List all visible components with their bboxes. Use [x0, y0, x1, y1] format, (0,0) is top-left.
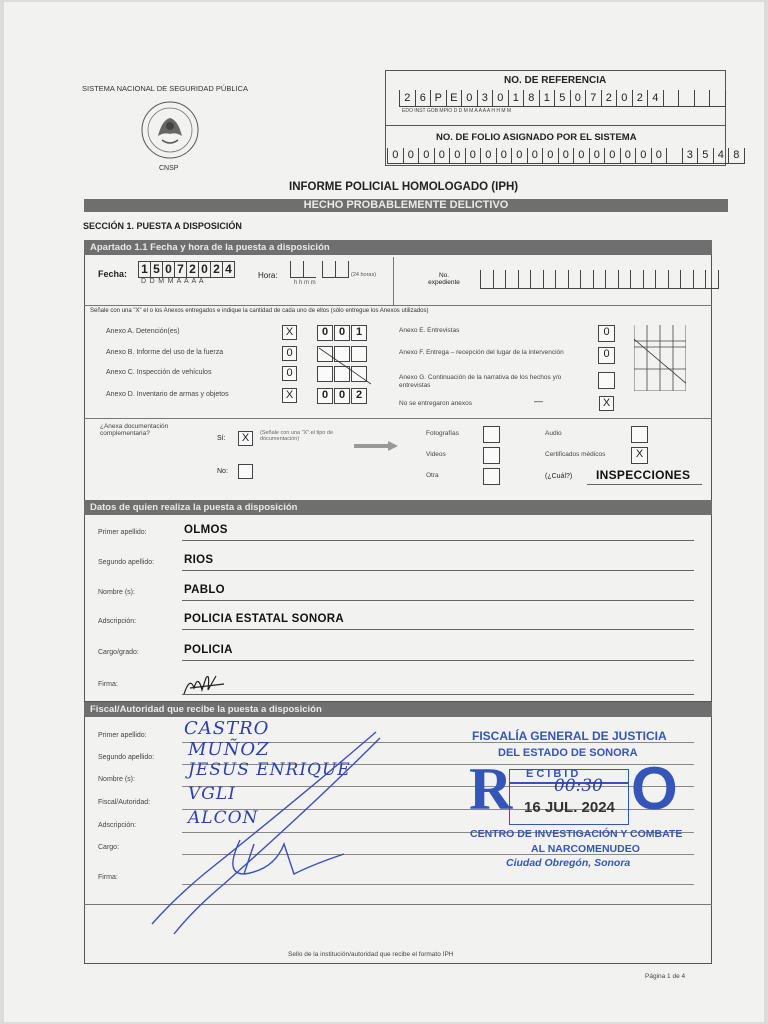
fecha-digit: 0: [198, 261, 210, 278]
handwritten-entry: VGLI: [188, 784, 236, 804]
digit-cell: 5: [554, 90, 570, 107]
annex-label: Anexo D. Inventario de armas y objetos: [106, 391, 229, 398]
expediente-digit[interactable]: [643, 270, 656, 289]
annex-right-count-grid: [634, 325, 686, 391]
no-label: No:: [217, 468, 228, 475]
doc-type-checkbox[interactable]: [483, 447, 500, 464]
digit-cell: 0: [542, 148, 558, 164]
si-hint: (Señale con una "X" el tipo de documentación): [260, 430, 334, 442]
fiscal-label: Segundo apellido:: [98, 754, 155, 761]
hora-digit[interactable]: [322, 261, 335, 278]
digit-cell: 0: [449, 148, 465, 164]
digit-cell: 5: [697, 148, 713, 164]
annex-count-cell: 2: [351, 388, 367, 404]
cual-underline: [587, 484, 702, 485]
field-underline: [182, 660, 694, 661]
annex-checkbox[interactable]: 0: [598, 347, 615, 364]
reference-title: NO. DE REFERENCIA: [504, 75, 607, 86]
annex-count-cell: 0: [334, 325, 350, 341]
page-number: Página 1 de 4: [645, 973, 686, 980]
fiscal-label: Firma:: [98, 874, 118, 881]
digit-cell: 0: [465, 148, 481, 164]
expediente-digit[interactable]: [618, 270, 631, 289]
field-label: Segundo apellido:: [98, 559, 155, 566]
digit-cell: 0: [480, 148, 496, 164]
digit-cell: [663, 90, 679, 107]
annex-label: Anexo A. Detención(es): [106, 328, 180, 335]
annex-label: Anexo B. Informe del uso de la fuerza: [106, 349, 224, 356]
doc-type-checkbox[interactable]: X: [631, 447, 648, 464]
annex-checkbox[interactable]: X: [282, 388, 297, 403]
digit-cell: 0: [461, 90, 477, 107]
expediente-digit[interactable]: [605, 270, 618, 289]
fiscal-signature-mark: [144, 724, 404, 944]
doc-type-checkbox[interactable]: [483, 426, 500, 443]
field-value: PABLO: [184, 584, 225, 596]
fiscal-label: Nombre (s):: [98, 776, 135, 783]
stamp-date: 16 JUL. 2024: [524, 799, 615, 816]
expediente-digit[interactable]: [693, 270, 706, 289]
handwritten-entry: CASTRO: [184, 718, 270, 739]
mexico-coat-of-arms-icon: [140, 100, 200, 160]
digit-cell: 8: [728, 148, 745, 164]
expediente-digit[interactable]: [493, 270, 506, 289]
digit-cell: 0: [387, 148, 403, 164]
stamp-big-left: R: [469, 756, 513, 822]
folio-number: [387, 148, 745, 164]
expediente-digit[interactable]: [518, 270, 531, 289]
expediente-digit[interactable]: [655, 270, 668, 289]
digit-cell: 1: [508, 90, 524, 107]
expediente-field[interactable]: [480, 270, 719, 289]
annex-count-cell: 0: [317, 388, 333, 404]
no-annexes-label: No se entregaron anexos: [399, 400, 472, 407]
fecha-label: Fecha:: [98, 269, 128, 279]
digit-cell: 0: [616, 90, 632, 107]
doc-type-label: Audio: [545, 430, 562, 437]
digit-cell: 4: [647, 90, 663, 107]
field-value: OLMOS: [184, 524, 228, 536]
annex-checkbox[interactable]: 0: [598, 325, 615, 342]
stamp-line2: DEL ESTADO DE SONORA: [498, 747, 638, 759]
fiscal-label: Primer apellido:: [98, 732, 147, 739]
field-value: POLICIA ESTATAL SONORA: [184, 613, 344, 625]
footer-seal-caption: Sello de la institución/autoridad que recibe el formato IPH: [288, 951, 454, 958]
firma-label: Firma:: [98, 681, 118, 688]
stamp-line4: AL NARCOMENUDEO: [531, 843, 640, 855]
expediente-digit[interactable]: [543, 270, 556, 289]
annex-checkbox[interactable]: 0: [282, 346, 297, 361]
row-divider: [84, 305, 712, 306]
annex-instruction: Señale con una "X" el o los Anexos entregados e indique la cantidad de cada uno de ellos (sólo entregue los Anexos utilizados): [90, 308, 429, 314]
no-annexes-dash: —: [534, 396, 543, 406]
fecha-digit: 1: [138, 261, 150, 278]
digit-cell: 0: [418, 148, 434, 164]
field-value: RIOS: [184, 554, 214, 566]
annex-label: Anexo G. Continuación de la narrativa de los hechos y/o entrevistas: [399, 374, 562, 389]
signature-mark: [180, 670, 230, 705]
doc-type-checkbox[interactable]: [483, 468, 500, 485]
digit-cell: 0: [527, 148, 543, 164]
annex-checkbox[interactable]: [598, 372, 615, 389]
hora-format: (24 horas): [351, 272, 377, 278]
digit-cell: 0: [635, 148, 651, 164]
field-label: Adscripción:: [98, 618, 137, 625]
digit-cell: 0: [492, 90, 508, 107]
digit-cell: 2: [632, 90, 648, 107]
field-underline: [182, 629, 694, 630]
si-checkbox[interactable]: X: [238, 431, 253, 446]
field-label: Nombre (s):: [98, 589, 135, 596]
expediente-digit[interactable]: [480, 270, 493, 289]
fecha-digit: 2: [210, 261, 222, 278]
field-value: POLICIA: [184, 644, 233, 656]
expediente-digit[interactable]: [705, 270, 719, 289]
no-annexes-checkbox[interactable]: X: [599, 396, 614, 411]
hora-field: [290, 261, 349, 278]
stamp-line5: Ciudad Obregón, Sonora: [506, 857, 631, 869]
field-underline: [182, 600, 694, 601]
docs-question: ¿Anexa documentación complementaria?: [100, 423, 169, 437]
field-label: Cargo/grado:: [98, 649, 139, 656]
digit-cell: 0: [434, 148, 450, 164]
digit-cell: 3: [682, 148, 698, 164]
hora-digit[interactable]: [303, 261, 316, 278]
apartado-title: Apartado 1.1 Fecha y hora de la puesta a disposición: [84, 240, 712, 255]
doc-type-label: Fotografías: [426, 430, 459, 437]
digit-cell: 0: [573, 148, 589, 164]
digit-cell: 2: [601, 90, 617, 107]
annex-label: Anexo F. Entrega – recepción del lugar de la intervención: [399, 349, 564, 356]
digit-cell: 0: [651, 148, 667, 164]
field-underline: [182, 570, 694, 571]
firma-line: [182, 694, 694, 695]
datos-title: Datos de quien realiza la puesta a disposición: [84, 500, 712, 515]
digit-cell: 4: [713, 148, 729, 164]
reference-sublabels: EDO INST GOB MPIO D D M M A A A A H H M M: [402, 108, 512, 114]
expediente-digit[interactable]: [530, 270, 543, 289]
stamp-time: 00:30: [554, 776, 603, 796]
digit-cell: 0: [620, 148, 636, 164]
digit-cell: [694, 90, 710, 107]
annex-count-cell: 0: [317, 325, 333, 341]
digit-cell: P: [430, 90, 446, 107]
digit-cell: 0: [511, 148, 527, 164]
stamp-line3: CENTRO DE INVESTIGACIÓN Y COMBATE: [470, 828, 683, 840]
handwritten-entry: ALCON: [188, 808, 259, 828]
document-title: INFORME POLICIAL HOMOLOGADO (IPH): [289, 181, 519, 193]
digit-cell: 0: [558, 148, 574, 164]
no-checkbox[interactable]: [238, 464, 253, 479]
reference-number: [399, 90, 726, 107]
expediente-digit[interactable]: [555, 270, 568, 289]
org-name: SISTEMA NACIONAL DE SEGURIDAD PÚBLICA: [82, 84, 249, 93]
expediente-digit[interactable]: [505, 270, 518, 289]
annex-label: Anexo E. Entrevistas: [399, 327, 460, 334]
digit-cell: 1: [539, 90, 555, 107]
document-page: [4, 2, 764, 1022]
stamp-big-right: O: [631, 755, 678, 822]
digit-cell: 0: [570, 90, 586, 107]
cancel-slash-mark: [317, 346, 373, 386]
doc-type-label: Certificados médicos: [545, 451, 606, 458]
digit-cell: 3: [477, 90, 493, 107]
stamp-line1: FISCALÍA GENERAL DE JUSTICIA: [472, 729, 667, 743]
fiscal-label: Cargo:: [98, 844, 120, 851]
seal-caption: CNSP: [159, 165, 179, 172]
doc-type-label: Otra: [426, 472, 439, 479]
fecha-sublabel: D D M M A A A A: [141, 278, 205, 285]
hora-digit[interactable]: [290, 261, 303, 278]
stamp-recibido: ECIBID: [526, 768, 582, 780]
annex-checkbox[interactable]: 0: [282, 366, 297, 381]
fiscal-label: Fiscal/Autoridad:: [98, 799, 151, 806]
digit-cell: 0: [496, 148, 512, 164]
digit-cell: 2: [399, 90, 415, 107]
hora-sublabel: h h m m: [294, 280, 316, 286]
digit-cell: 6: [415, 90, 431, 107]
folio-title: NO. DE FOLIO ASIGNADO POR EL SISTEMA: [436, 132, 637, 143]
digit-cell: [678, 90, 694, 107]
fecha-digit: 7: [174, 261, 186, 278]
annex-checkbox[interactable]: X: [282, 325, 297, 340]
cual-label: (¿Cuál?): [545, 473, 573, 480]
expediente-digit[interactable]: [568, 270, 581, 289]
expediente-digit[interactable]: [668, 270, 681, 289]
fiscal-title: Fiscal/Autoridad que recibe la puesta a disposición: [84, 702, 712, 717]
digit-cell: [709, 90, 726, 107]
field-underline: [182, 540, 694, 541]
section1-title: SECCIÓN 1. PUESTA A DISPOSICIÓN: [83, 221, 242, 231]
arrow-right-icon: [354, 438, 398, 456]
cual-value: INSPECCIONES: [596, 468, 691, 482]
expediente-digit[interactable]: [580, 270, 593, 289]
fecha-digit: 2: [186, 261, 198, 278]
digit-cell: 0: [604, 148, 620, 164]
expediente-digit[interactable]: [630, 270, 643, 289]
digit-cell: 0: [403, 148, 419, 164]
doc-type-checkbox[interactable]: [631, 426, 648, 443]
fecha-field: [138, 261, 235, 278]
handwritten-entry: MUÑOZ: [188, 739, 270, 760]
annex-count-cell: 1: [351, 325, 367, 341]
digit-cell: [666, 148, 682, 164]
datos-frame: [84, 500, 712, 702]
annex-label: Anexo C. Inspección de vehículos: [106, 369, 212, 376]
expediente-digit[interactable]: [680, 270, 693, 289]
handwritten-entry: JESUS ENRIQUE: [188, 760, 351, 780]
digit-cell: 0: [589, 148, 605, 164]
fecha-digit: 4: [222, 261, 235, 278]
si-label: Sí:: [217, 435, 226, 442]
annex-count-cell: 0: [334, 388, 350, 404]
fecha-digit: 0: [162, 261, 174, 278]
expediente-digit[interactable]: [593, 270, 606, 289]
fecha-digit: 5: [150, 261, 162, 278]
expediente-label: No. expediente: [428, 272, 460, 286]
field-label: Primer apellido:: [98, 529, 147, 536]
digit-cell: E: [446, 90, 462, 107]
document-subtitle: HECHO PROBABLEMENTE DELICTIVO: [84, 199, 728, 212]
hora-digit[interactable]: [335, 261, 349, 278]
doc-type-label: Videos: [426, 451, 446, 458]
row-divider: [84, 418, 712, 419]
digit-cell: 8: [523, 90, 539, 107]
hora-label: Hora:: [258, 271, 278, 280]
fecha-divider: [393, 257, 394, 305]
reference-divider: [385, 125, 726, 126]
digit-cell: 7: [585, 90, 601, 107]
fiscal-label: Adscripción:: [98, 822, 137, 829]
